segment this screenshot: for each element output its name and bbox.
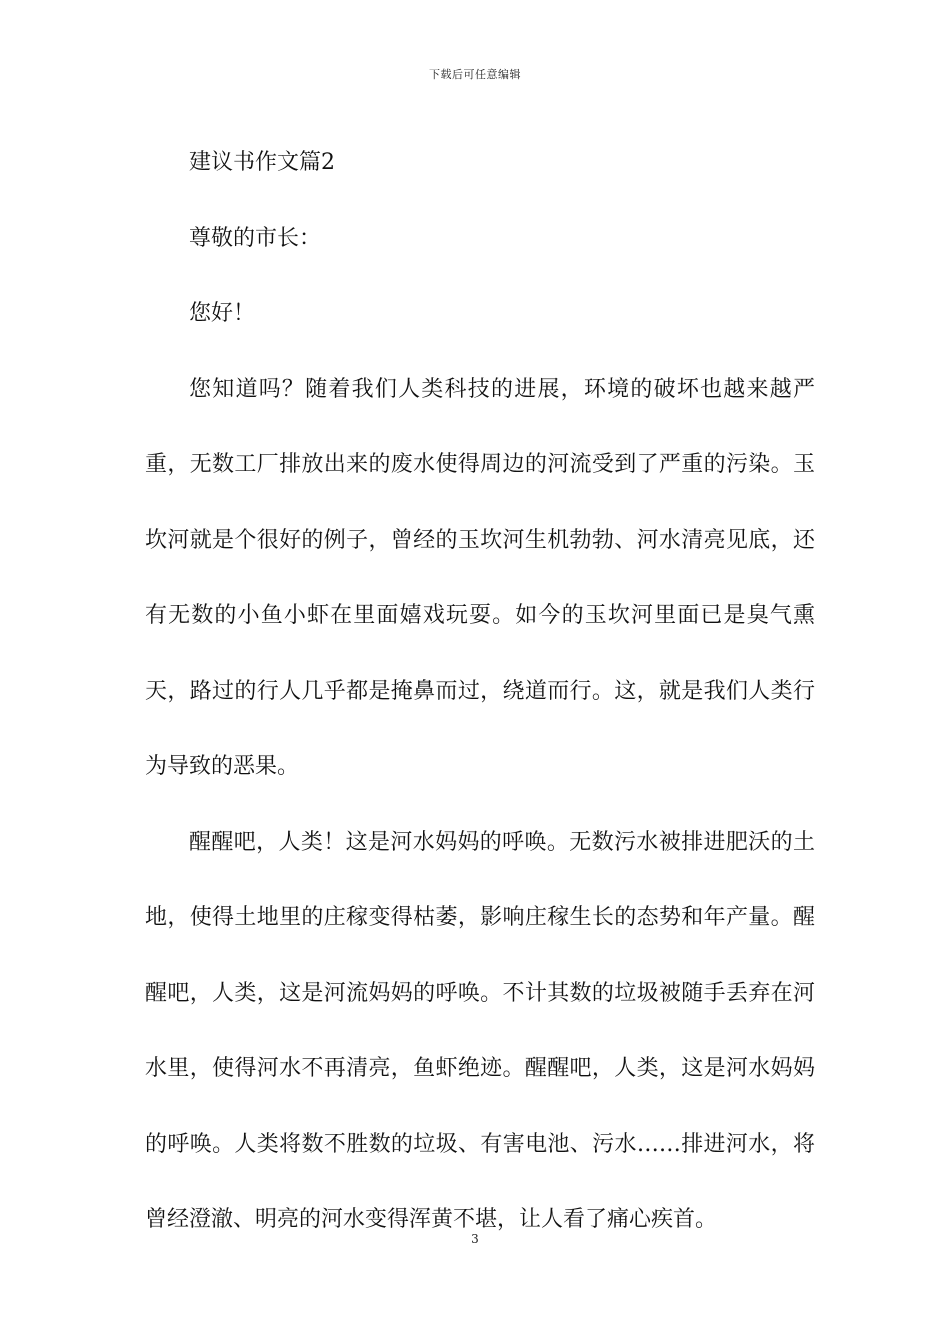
page-number: 3 — [471, 1232, 479, 1246]
page-header: 下载后可任意编辑 — [429, 68, 521, 81]
salutation: 尊敬的市长： — [189, 225, 322, 251]
greeting: 您好！ — [189, 301, 256, 326]
body-paragraph: 醒醒吧，人类！这是河水妈妈的呼唤。无数污水被排进肥沃的土地，使得土地里的庄稼变得枯萎，影响庄稼生长的态势和年产量。醒醒吧，人类，这是河流妈妈的呼唤。不计其数的垃圾被随手丢弃在河水里，使得河水不再清亮，鱼虾绝迹。醒醒吧，人类，这是河水妈妈的呼唤。人类将数不胜数的垃圾、有害电池、污水……排进河水，将曾经澄澈、明亮的河水变得浑黄不堪，让人看了痛心疾首。 — [145, 829, 815, 1232]
body-paragraph: 您知道吗？随着我们人类科技的进展，环境的破坏也越来越严重，无数工厂排放出来的废水使得周边的河流受到了严重的污染。玉坎河就是个很好的例子，曾经的玉坎河生机勃勃、河水清亮见底，还有无数的小鱼小虾在里面嬉戏玩耍。如今的玉坎河里面已是臭气熏天，路过的行人几乎都是掩鼻而过，绕道而行。这，就是我们人类行为导致的恶果。 — [145, 376, 815, 779]
document-title: 建议书作文篇2 — [189, 150, 335, 175]
document-body — [145, 125, 815, 1258]
